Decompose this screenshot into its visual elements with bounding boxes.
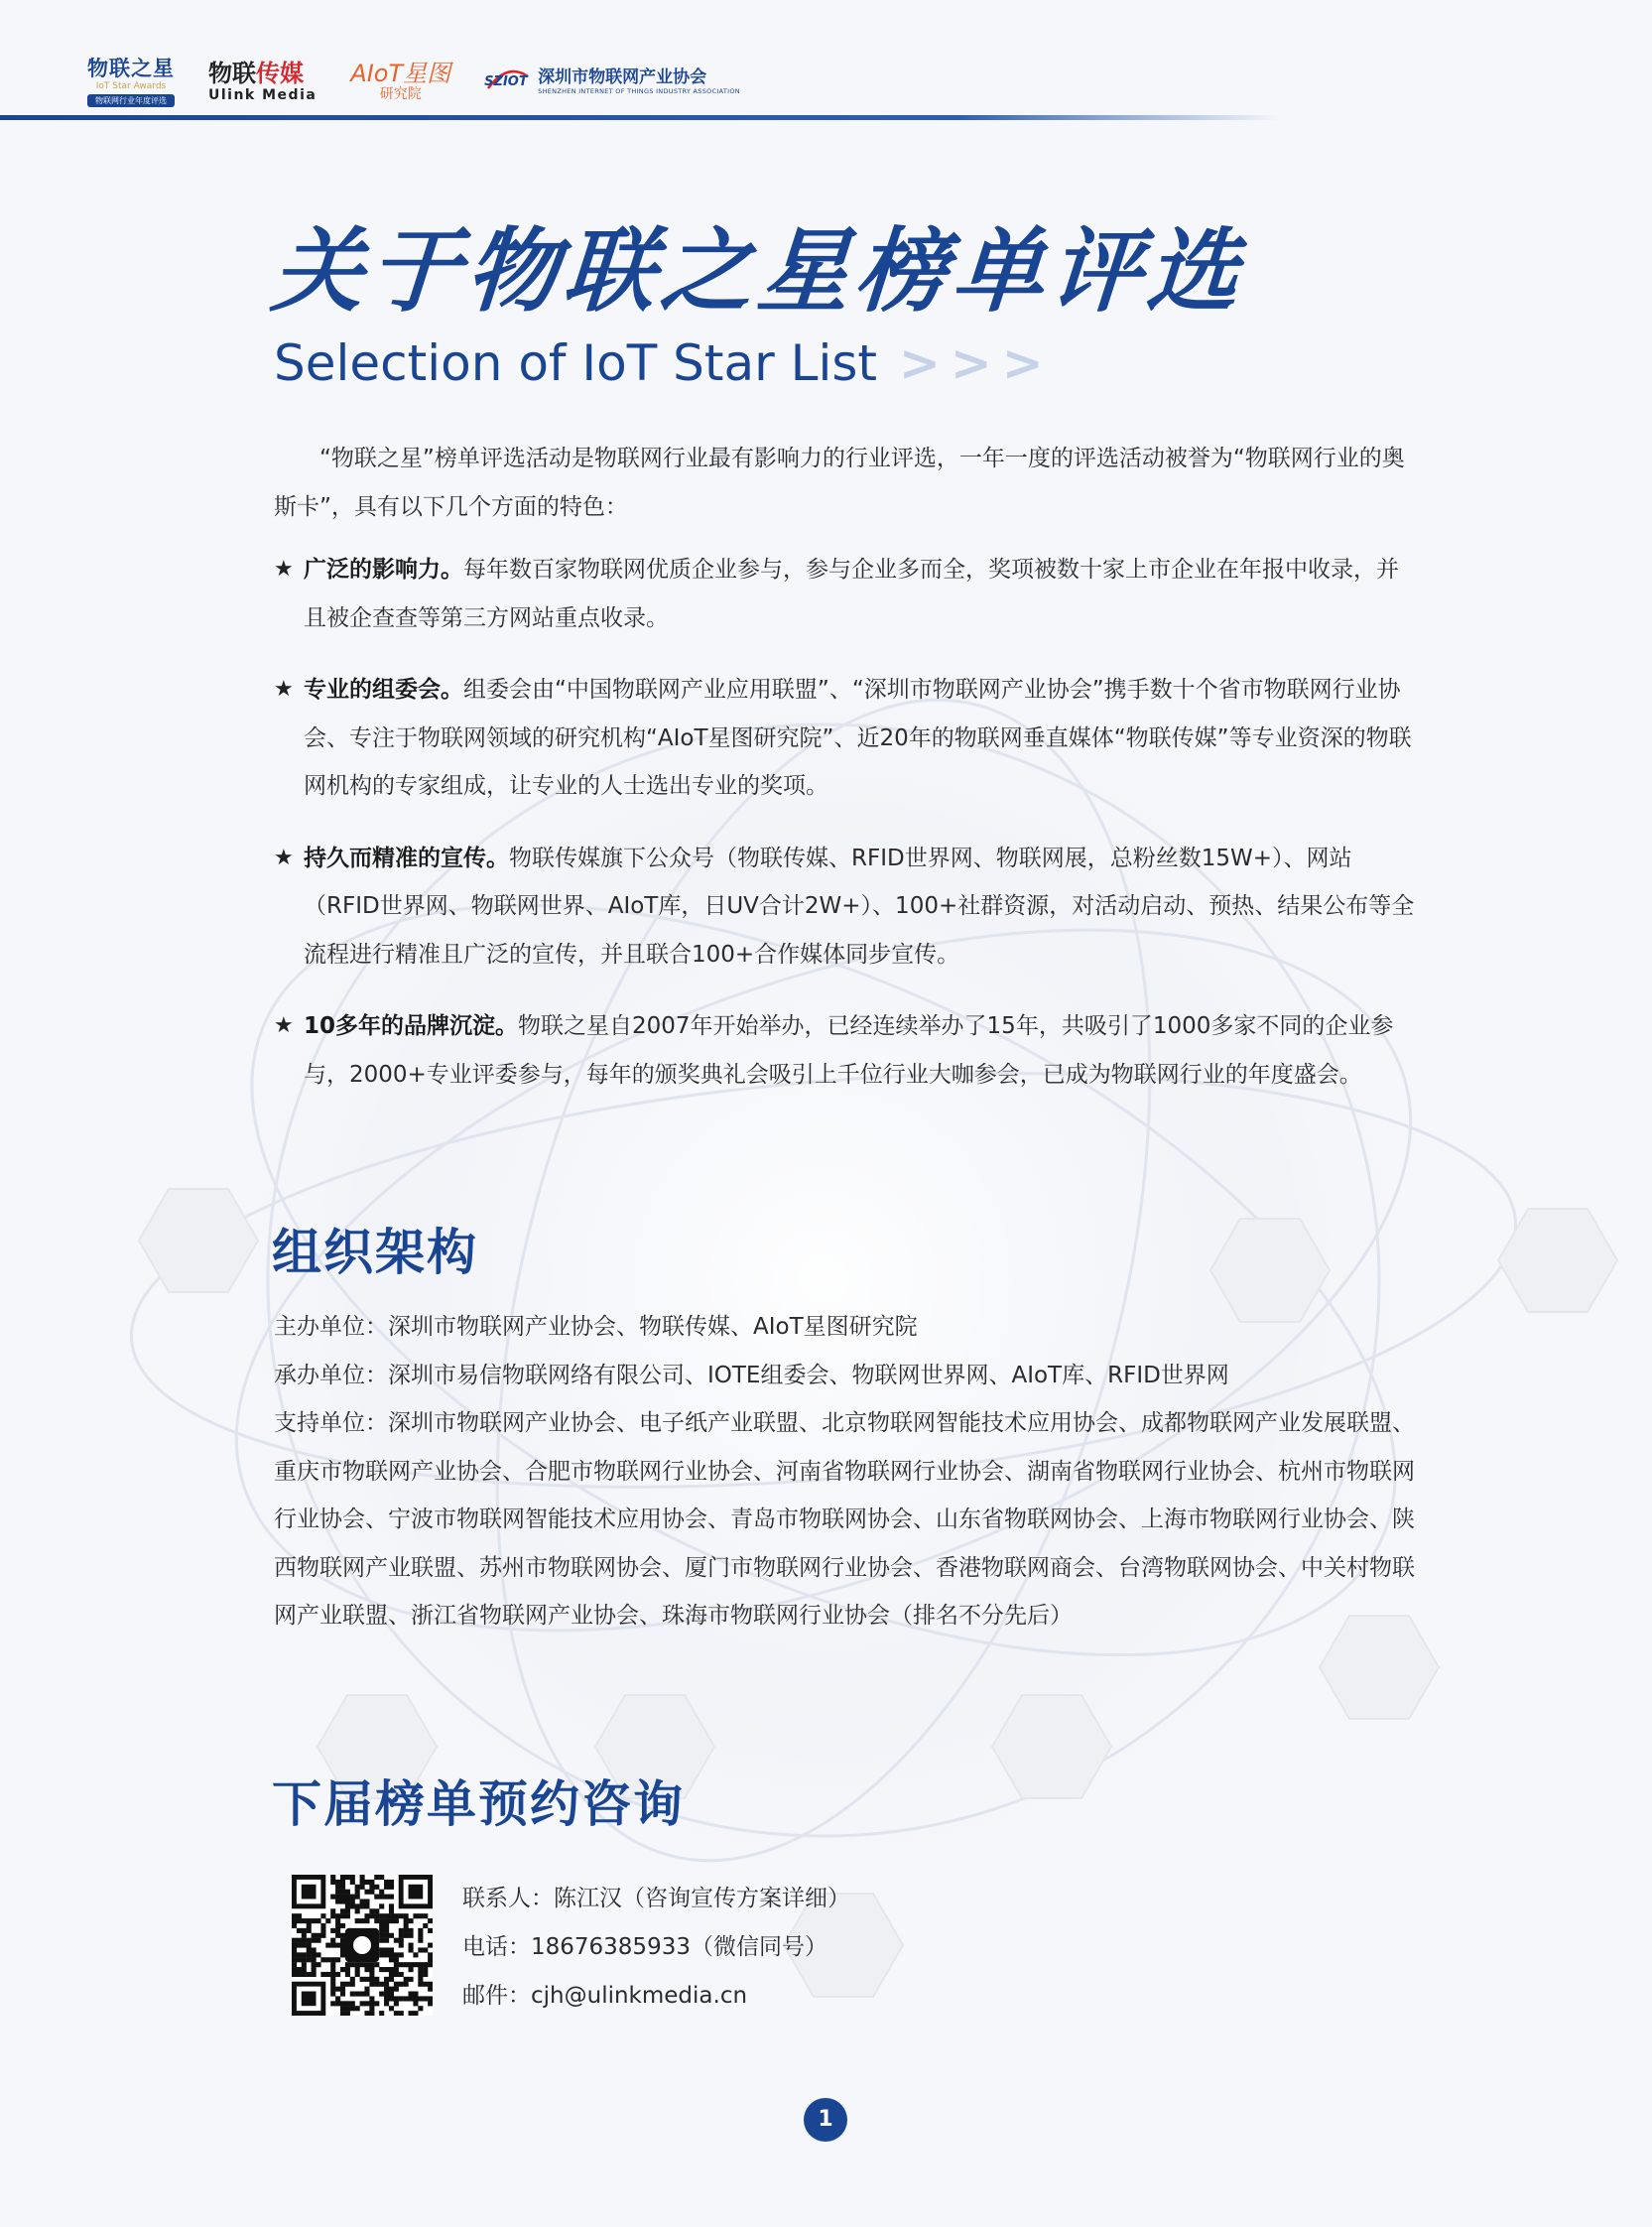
iot-star-logo-name: 物联之星 bbox=[87, 56, 175, 80]
header-divider bbox=[0, 115, 1280, 121]
org-organizer: 承办单位：深圳市易信物联网络有限公司、IOTE组委会、物联网世界网、AIoT库、RFID世界网 bbox=[274, 1362, 1229, 1388]
page-title: 关于物联之星榜单评选 bbox=[268, 218, 1248, 325]
list-item bbox=[274, 666, 1415, 811]
sziot-name bbox=[538, 67, 740, 96]
sziot-badge-icon bbox=[484, 66, 530, 96]
ulink-name-a: 物联 bbox=[208, 60, 256, 87]
ulink-name-b: 传媒 bbox=[256, 60, 304, 87]
sziot-badge-text: SZIOT bbox=[484, 74, 528, 89]
contact-block bbox=[292, 1875, 850, 2021]
feature-lead: 专业的组委会。 bbox=[304, 677, 463, 703]
sziot-name-cn: 深圳市物联网产业协会 bbox=[538, 66, 707, 87]
feature-list bbox=[274, 546, 1415, 1099]
aiot-research-logo bbox=[350, 61, 450, 102]
star-bullet-icon: ★ bbox=[274, 557, 294, 582]
list-item bbox=[274, 835, 1415, 980]
page-subtitle bbox=[274, 333, 1054, 393]
org-section bbox=[274, 1303, 1415, 1640]
feature-text: 组委会由“中国物联网产业应用联盟”、“深圳市物联网产业协会”携手数十个省市物联网行业协会、专注于物联网领域的研究机构“AIoT星图研究院”、近20年的物联网垂直媒体“物联传媒”等专业资深的物联网机构的专家组成，让专业的人士选出专业的奖项。 bbox=[304, 677, 1412, 799]
star-bullet-icon: ★ bbox=[274, 677, 294, 702]
header-logos bbox=[87, 52, 740, 111]
star-bullet-icon: ★ bbox=[274, 1013, 294, 1038]
feature-text: 每年数百家物联网优质企业参与，参与企业多而全，奖项被数十家上市企业在年报中收录，并且被企查查等第三方网站重点收录。 bbox=[304, 557, 1399, 631]
iot-star-logo-sub: IoT Star Awards bbox=[95, 80, 167, 91]
star-bullet-icon: ★ bbox=[274, 845, 294, 870]
subtitle-arrows-icon: >>> bbox=[899, 334, 1054, 392]
intro-paragraph: “物联之星”榜单评选活动是物联网行业最有影响力的行业评选，一年一度的评选活动被誉为“物联网行业的奥斯卡”，具有以下几个方面的特色： bbox=[274, 446, 1405, 520]
ulink-media-logo-name bbox=[208, 60, 317, 87]
page-subtitle-text: Selection of IoT Star List bbox=[274, 334, 878, 392]
org-host: 主办单位：深圳市物联网产业协会、物联传媒、AIoT星图研究院 bbox=[274, 1314, 918, 1340]
feature-lead: 广泛的影响力。 bbox=[304, 557, 463, 583]
contact-phone: 电话：18676385933（微信同号） bbox=[462, 1934, 827, 1960]
ulink-media-logo-en: Ulink Media bbox=[208, 87, 318, 103]
aiot-logo-name: AIoT星图 bbox=[350, 60, 451, 87]
feature-lead: 10多年的品牌沉淀。 bbox=[304, 1013, 519, 1039]
ulink-media-logo bbox=[208, 60, 317, 103]
org-heading: 组织架构 bbox=[272, 1224, 478, 1281]
list-item bbox=[274, 546, 1415, 642]
feature-lead: 持久而精准的宣传。 bbox=[304, 845, 509, 871]
iot-star-logo bbox=[87, 57, 175, 107]
wechat-qr-code[interactable] bbox=[292, 1875, 433, 2016]
sziot-association-logo bbox=[484, 66, 740, 96]
sziot-name-en: SHENZHEN INTERNET OF THINGS INDUSTRY ASSOCIATION bbox=[538, 86, 740, 95]
contact-lines bbox=[462, 1875, 850, 2021]
feature-text: 物联之星自2007年开始举办，已经连续举办了15年，共吸引了1000多家不同的企业参与，2000+专业评委参与，每年的颁奖典礼会吸引上千位行业大咖参会，已成为物联网行业的年度盛会。 bbox=[304, 1013, 1394, 1088]
contact-person: 联系人：陈江汉（咨询宣传方案详细） bbox=[462, 1886, 850, 1911]
feature-text: 物联传媒旗下公众号（物联传媒、RFID世界网、物联网展，总粉丝数15W+）、网站（RFID世界网、物联网世界、AIoT库，日UV合计2W+）、100+社群资源，对活动启动、预热、结果公布等全流程进行精准且广泛的宣传，并且联合100+合作媒体同步宣传。 bbox=[304, 845, 1415, 968]
aiot-logo-sub: 研究院 bbox=[379, 86, 422, 102]
org-support: 支持单位：深圳市物联网产业协会、电子纸产业联盟、北京物联网智能技术应用协会、成都物联网产业发展联盟、重庆市物联网产业协会、合肥市物联网行业协会、河南省物联网行业协会、湖南省物联网行业协会、杭州市物联网行业协会、宁波市物联网智能技术应用协会、青岛市物联网协会、山东省物联网协会、上海市物联网行业协会、陕西物联网产业联盟、苏州市物联网协会、厦门市物联网行业协会、香港物联网商会、台湾物联网协会、中关村物联网产业联盟、浙江省物联网产业协会、珠海市物联网行业协会（排名不分先后） bbox=[274, 1410, 1415, 1629]
iot-star-logo-band: 物联网行业年度评选 bbox=[87, 94, 175, 107]
page-number: 1 bbox=[804, 2098, 847, 2142]
contact-email[interactable]: 邮件：cjh@ulinkmedia.cn bbox=[462, 1983, 748, 2009]
list-item bbox=[274, 1002, 1415, 1099]
contact-heading: 下届榜单预约咨询 bbox=[272, 1775, 685, 1833]
